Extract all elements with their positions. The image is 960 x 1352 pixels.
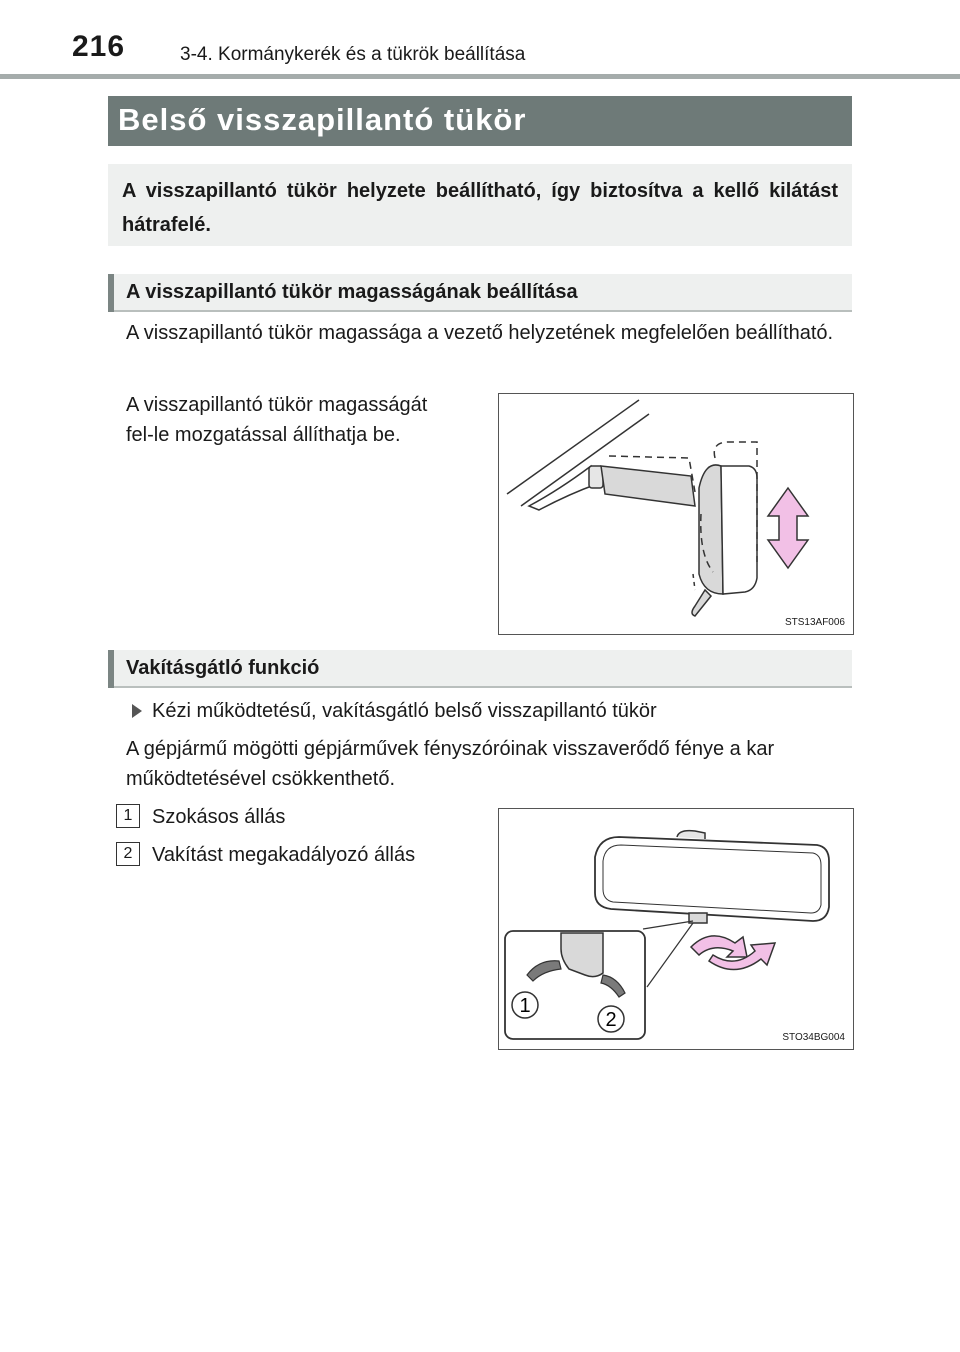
intro-box [108,164,852,246]
up-down-arrow-icon [768,488,808,568]
page-title: Belső visszapillantó tükör [118,102,527,137]
figure-code: STS13AF006 [784,617,845,628]
section-heading-text: A visszapillantó tükör magasságának beállítása [126,281,578,303]
section-heading-antiglare [108,650,852,688]
height-instruction-line1: A visszapillantó tükör magasságát [126,394,428,416]
height-instruction-line2: fel-le mozgatással állíthatja be. [126,424,401,446]
header-rule [0,74,960,79]
rotate-arrow-icon [691,936,747,957]
bullet-text: Kézi működtetésű, vakításgátló belső visszapillantó tükör [152,700,657,722]
intro-text: A visszapillantó tükör helyzete beállítható, így biztosítva a kellő kilátást hátrafelé. [122,180,838,236]
item-label: Szokásos állás [152,806,286,828]
mirror-height-illustration [499,394,853,634]
callout-label: 1 [519,995,531,1017]
antiglare-figure [498,808,854,1050]
height-paragraph: A visszapillantó tükör magassága a vezető helyzetének megfelelően beállítható. [126,322,834,344]
figure-code: STO34BG004 [782,1032,845,1043]
page-number: 216 [72,30,126,63]
item-number-box: 1 [116,804,140,828]
antiglare-illustration [499,809,853,1049]
chapter-title: 3-4. Kormánykerék és a tükrök beállítása [180,44,526,65]
bullet-triangle-icon [132,704,142,718]
antiglare-paragraph: A gépjármű mögötti gépjárművek fényszóróinak visszaverődő fénye a kar működtetésével csökkenthető. [126,738,775,790]
section-heading-height [108,274,852,312]
mirror-height-figure [498,393,854,635]
item-number-box: 2 [116,842,140,866]
section-heading-text: Vakításgátló funkció [126,657,320,679]
callout-label: 2 [605,1009,617,1031]
page-title-bar [108,96,852,146]
item-label: Vakítást megakadályozó állás [152,844,416,866]
